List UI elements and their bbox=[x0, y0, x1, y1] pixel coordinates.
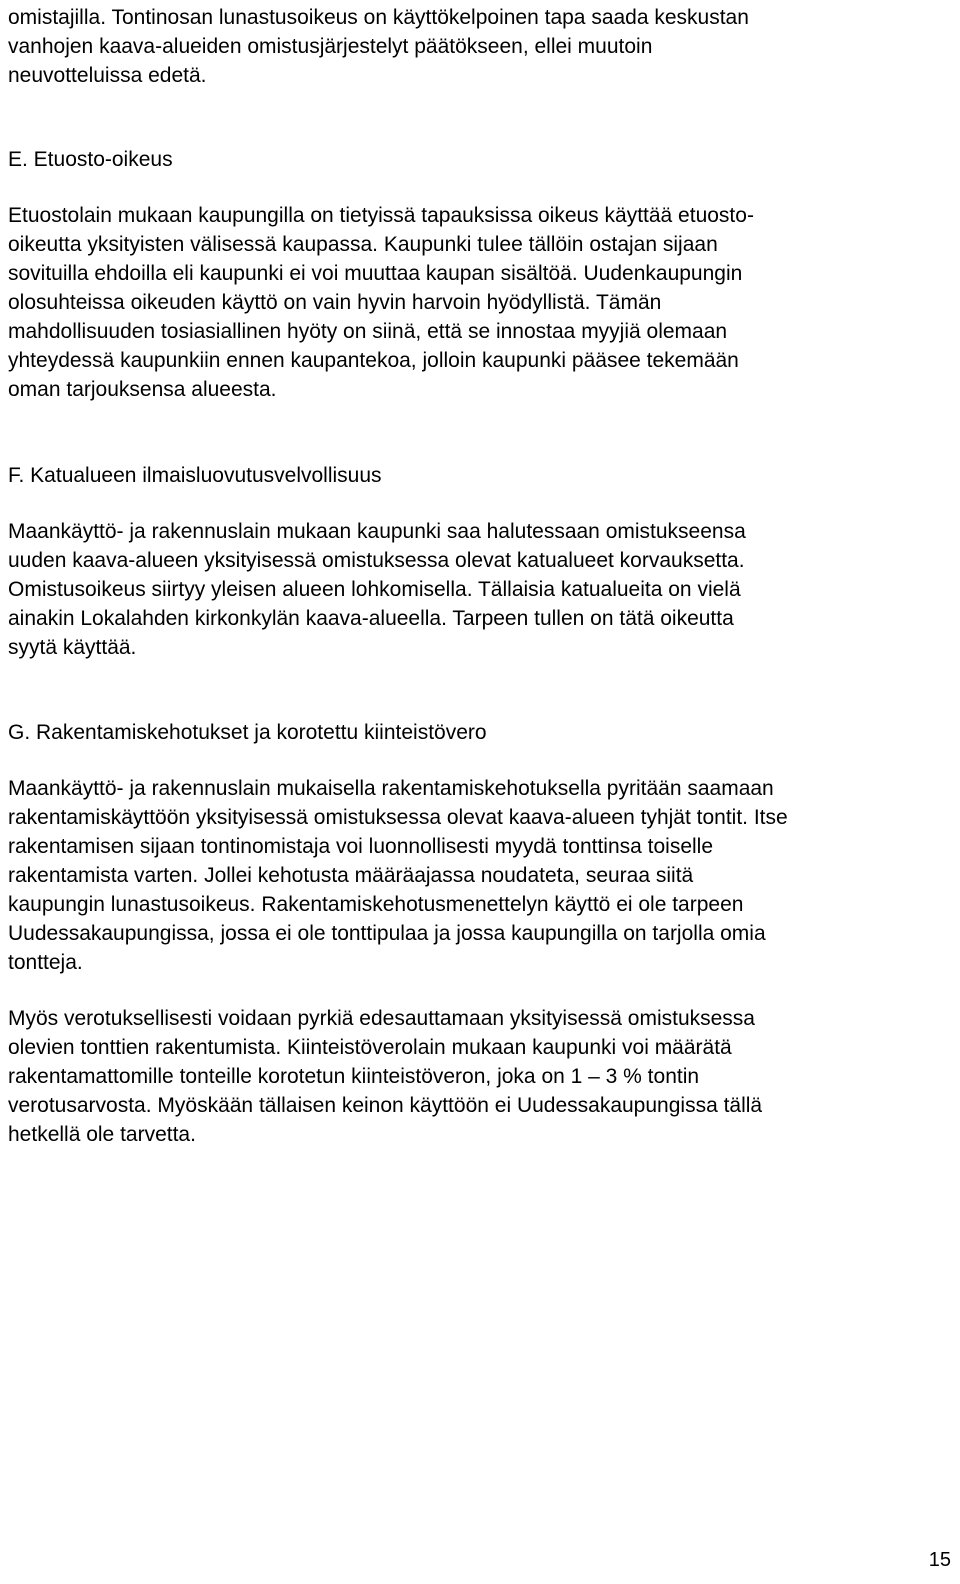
text-line: rakentamista varten. Jollei kehotusta määräajassa noudateta, seuraa siitä bbox=[8, 864, 694, 887]
text-line: mahdollisuuden tosiasiallinen hyöty on siinä, että se innostaa myyjiä olemaan bbox=[8, 320, 728, 343]
text-line: Maankäyttö- ja rakennuslain mukaan kaupunki saa halutessaan omistukseensa bbox=[8, 520, 746, 543]
text-line: ainakin Lokalahden kirkonkylän kaava-alueella. Tarpeen tullen on tätä oikeutta bbox=[8, 607, 734, 630]
text-line: tontteja. bbox=[8, 951, 83, 974]
section-heading-e: E. Etuosto-oikeus bbox=[8, 148, 173, 171]
text-line: hetkellä ole tarvetta. bbox=[8, 1123, 196, 1146]
section-heading-g: G. Rakentamiskehotukset ja korotettu kiinteistövero bbox=[8, 721, 487, 744]
text-line: neuvotteluissa edetä. bbox=[8, 64, 207, 87]
text-line: verotusarvosta. Myöskään tällaisen keinon käyttöön ei Uudessakaupungissa tällä bbox=[8, 1094, 763, 1117]
page-number: 15 bbox=[928, 1549, 951, 1571]
text-line: kaupungin lunastusoikeus. Rakentamiskehotusmenettelyn käyttö ei ole tarpeen bbox=[8, 893, 744, 916]
text-line: sovituilla ehdoilla eli kaupunki ei voi muuttaa kaupan sisältöä. Uudenkaupungin bbox=[8, 262, 743, 285]
text-line: vanhojen kaava-alueiden omistusjärjestelyt päätökseen, ellei muutoin bbox=[8, 35, 653, 58]
text-line: syytä käyttää. bbox=[8, 636, 137, 659]
text-line: Etuostolain mukaan kaupungilla on tietyissä tapauksissa oikeus käyttää etuosto- bbox=[8, 204, 754, 227]
text-line: olevien tonttien rakentumista. Kiinteistöverolain mukaan kaupunki voi määrätä bbox=[8, 1036, 732, 1059]
text-line: oman tarjouksensa alueesta. bbox=[8, 378, 277, 401]
text-line: Maankäyttö- ja rakennuslain mukaisella rakentamiskehotuksella pyritään saamaan bbox=[8, 777, 774, 800]
text-line: rakentamiskäyttöön yksityisessä omistuksessa olevat kaava-alueen tyhjät tontit. Itse bbox=[8, 806, 788, 829]
text-line: Myös verotuksellisesti voidaan pyrkiä edesauttamaan yksityisessä omistuksessa bbox=[8, 1007, 755, 1030]
text-line: omistajilla. Tontinosan lunastusoikeus on käyttökelpoinen tapa saada keskustan bbox=[8, 6, 749, 29]
text-line: oikeutta yksityisten välisessä kaupassa. Kaupunki tulee tällöin ostajan sijaan bbox=[8, 233, 718, 256]
text-line: Omistusoikeus siirtyy yleisen alueen lohkomisella. Tällaisia katualueita on vielä bbox=[8, 578, 741, 601]
text-line: rakentamattomille tonteille korotetun kiinteistöveron, joka on 1 – 3 % tontin bbox=[8, 1065, 700, 1088]
text-line: rakentamisen sijaan tontinomistaja voi luonnollisesti myydä tonttinsa toiselle bbox=[8, 835, 714, 858]
section-heading-f: F. Katualueen ilmaisluovutusvelvollisuus bbox=[8, 464, 382, 487]
text-line: Uudessakaupungissa, jossa ei ole tonttipulaa ja jossa kaupungilla on tarjolla omia bbox=[8, 922, 766, 945]
text-line: olosuhteissa oikeuden käyttö on vain hyvin harvoin hyödyllistä. Tämän bbox=[8, 291, 662, 314]
text-line: uuden kaava-alueen yksityisessä omistuksessa olevat katualueet korvauksetta. bbox=[8, 549, 745, 572]
text-line: yhteydessä kaupunkiin ennen kaupantekoa, jolloin kaupunki pääsee tekemään bbox=[8, 349, 739, 372]
